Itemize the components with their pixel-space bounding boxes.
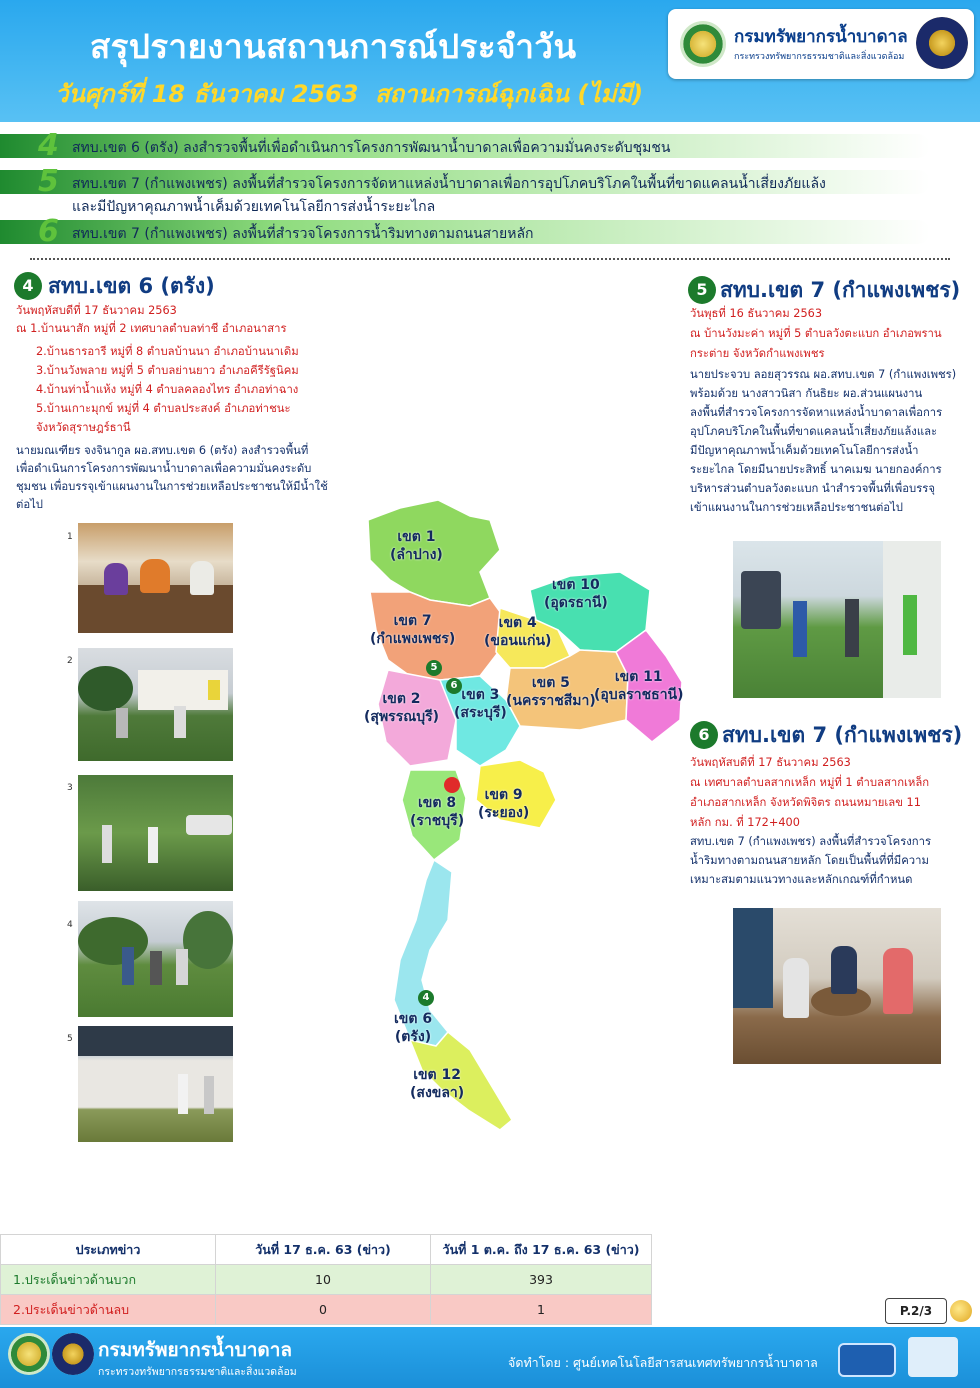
zone-label: เขต 7 (กำแพงเพชร)	[370, 613, 456, 647]
section5-body: มีปัญหาคุณภาพน้ำเค็มด้วยเทคโนโลยีการส่งน้ำ	[690, 444, 919, 457]
section4-location: 3.บ้านวังพลาย หมู่ที่ 5 ตำบลย่านยาว อำเภอคีรีรัฐนิคม	[36, 364, 299, 377]
header-banner	[0, 0, 980, 122]
section4-location: จังหวัดสุราษฎร์ธานี	[36, 421, 131, 434]
footer-prepared-by: จัดทำโดย : ศูนย์เทคโนโลยีสารสนเทศทรัพยากรน้ำบาดาล	[508, 1355, 818, 1370]
section6-photo	[733, 908, 941, 1064]
section6-title: สทบ.เขต 7 (กำแพงเพชร)	[722, 723, 963, 747]
department-seal-icon	[8, 1333, 50, 1375]
section5-body: นายประจวบ ลอยสุวรรณ ผอ.สทบ.เขต 7 (กำแพงเพชร)	[690, 368, 957, 381]
section6-body: น้ำริมทางตามถนนสายหลัก โดยเป็นพื้นที่ที่มีความ	[690, 854, 929, 867]
section4-photo-4	[78, 901, 233, 1017]
section4-photo-3	[78, 775, 233, 891]
section6-location: ณ เทศบาลตำบลสากเหล็ก หมู่ที่ 1 ตำบลสากเหล็ก	[690, 776, 930, 789]
section4-location: 2.บ้านธารอารี หมู่ที่ 8 ตำบลบ้านนา อำเภอบ้านนาเดิม	[36, 345, 299, 358]
summary-text: สทบ.เขต 7 (กำแพงเพชร) ลงพื้นที่สำรวจโครงการจัดหาแหล่งน้ำบาดาลเพื่อการอุปโภคบริโภคในพื้นที่ขาดแคลนน้ำเสี่ยงภัยแล้ง	[72, 176, 826, 192]
section6-body: สทบ.เขต 7 (กำแพงเพชร) ลงพื้นที่สำรวจโครงการ	[690, 835, 932, 848]
ministry-seal-icon	[916, 17, 968, 69]
photo-number: 1	[67, 532, 73, 542]
footer-ministry-name: กระทรวงทรัพยากรธรรมชาติและสิ่งแวดล้อม	[98, 1366, 297, 1378]
section6-location: หลัก กม. ที่ 172+400	[690, 816, 800, 829]
ministry-name: กระทรวงทรัพยากรธรรมชาติและสิ่งแวดล้อม	[734, 52, 905, 62]
section5-title: สทบ.เขต 7 (กำแพงเพชร)	[720, 278, 961, 302]
department-seal-icon	[680, 21, 726, 67]
summary-number: 6	[38, 214, 59, 249]
photo-number: 4	[67, 920, 73, 930]
drilling-truck-icon	[838, 1343, 896, 1377]
section4-photo-2	[78, 648, 233, 761]
section5-body: อุปโภคบริโภคในพื้นที่ขาดแคลนน้ำเสี่ยงภัยแล้งและ	[690, 425, 938, 438]
footer-banner	[0, 1327, 980, 1388]
zone-label: เขต 8 (ราชบุรี)	[410, 795, 465, 829]
section6-body: เหมาะสมตามแนวทางและหลักเกณฑ์ที่กำหนด	[690, 873, 913, 886]
summary-item	[0, 164, 930, 215]
column-header: วันที่ 1 ต.ค. ถึง 17 ธ.ค. 63 (ข่าว)	[431, 1235, 652, 1265]
zone-label: เขต 6 (ตรัง)	[394, 1011, 433, 1045]
photo-number: 5	[67, 1034, 73, 1044]
department-logo-box	[668, 9, 974, 79]
section4-location: 5.บ้านเกาะมุกข์ หมู่ที่ 4 ตำบลประสงค์ อำเภอท่าชนะ	[36, 402, 291, 415]
column-header: ประเภทข่าว	[1, 1235, 216, 1265]
zone-label: เขต 5 (นครราชสีมา)	[506, 675, 596, 709]
section6-location: อำเภอสากเหล็ก จังหวัดพิจิตร ถนนหมายเลข 11	[690, 796, 921, 809]
section5-date: วันพุธที่ 16 ธันวาคม 2563	[690, 307, 823, 320]
summary-text: สทบ.เขต 7 (กำแพงเพชร) ลงพื้นที่สำรวจโครงการน้ำริมทางตามถนนสายหลัก	[72, 226, 534, 242]
thailand-map	[330, 480, 710, 1180]
section5-badge: 5	[688, 276, 716, 304]
section5-location: กระต่าย จังหวัดกำแพงเพชร	[690, 347, 825, 360]
map-marker-5: 5	[426, 660, 442, 676]
map-marker-4: 4	[418, 990, 434, 1006]
summary-number: 4	[38, 128, 59, 163]
section5-body: ลงพื้นที่สำรวจโครงการจัดหาแหล่งน้ำบาดาลเพื่อการ	[690, 406, 943, 419]
news-count-today: 10	[216, 1265, 431, 1295]
section5-body: เข้าแผนงานในการช่วยเหลือประชาชนต่อไป	[690, 501, 903, 514]
section6-badge: 6	[690, 721, 718, 749]
bangkok-marker	[444, 777, 460, 793]
photo-number: 2	[67, 656, 73, 666]
zone-label: เขต 2 (สุพรรณบุรี)	[364, 691, 440, 725]
section4-body: เพื่อดำเนินการโครงการพัฒนาน้ำบาดาลเพื่อความมั่นคงระดับ	[16, 462, 312, 475]
section5-photo	[733, 541, 941, 698]
section4-photo-5	[78, 1026, 233, 1142]
zone-label: เขต 10 (อุดรธานี)	[544, 577, 608, 611]
news-count-today: 0	[216, 1295, 431, 1325]
table-row	[1, 1265, 652, 1295]
summary-item	[0, 214, 930, 249]
news-stats-table	[0, 1234, 652, 1325]
column-header: วันที่ 17 ธ.ค. 63 (ข่าว)	[216, 1235, 431, 1265]
section4-title: สทบ.เขต 6 (ตรัง)	[48, 274, 215, 298]
summary-text: สทบ.เขต 6 (ตรัง) ลงสำรวจพื้นที่เพื่อดำเนินการโครงการพัฒนาน้ำบาดาลเพื่อความมั่นคงระดับชุมชน	[72, 140, 671, 156]
section6-date: วันพฤหัสบดีที่ 17 ธันวาคม 2563	[690, 756, 851, 769]
section4-body: ต่อไป	[16, 498, 43, 511]
summary-number: 5	[38, 164, 59, 199]
section4-body: ชุมชน เพื่อบรรจุเข้าแผนงานในการช่วยเหลือประชาชนให้มีน้ำใช้	[16, 480, 328, 493]
water-tower-icon	[950, 1300, 972, 1322]
summary-item	[0, 128, 930, 163]
section4-photo-1	[78, 523, 233, 633]
section5-body: ระยะไกล โดยมีนายประสิทธิ์ นาคเมฆ นายกองค์การ	[690, 463, 942, 476]
table-row	[1, 1295, 652, 1325]
zone-label: เขต 3 (สระบุรี)	[454, 687, 507, 721]
section4-date: วันพฤหัสบดีที่ 17 ธันวาคม 2563	[16, 304, 177, 317]
water-station-icon	[908, 1337, 958, 1377]
zone-label: เขต 12 (สงขลา)	[410, 1067, 465, 1101]
map-svg	[330, 480, 710, 1180]
summary-text-continued: และมีปัญหาคุณภาพน้ำเค็มด้วยเทคโนโลยีการส่งน้ำระยะไกล	[72, 199, 436, 215]
zone-label: เขต 11 (อุบลราชธานี)	[594, 669, 684, 703]
photo-number: 3	[67, 783, 73, 793]
section5-body: พร้อมด้วย นางสาวนิสา กันธิยะ ผอ.ส่วนแผนงาน	[690, 387, 923, 400]
section5-body: บริหารส่วนตำบลวังตะแบก นำสำรวจพื้นที่เพื่อบรรจุ	[690, 482, 935, 495]
map-marker-6: 6	[446, 678, 462, 694]
section4-badge: 4	[14, 272, 42, 300]
department-name: กรมทรัพยากรน้ำบาดาล	[734, 27, 908, 47]
page-number: P.2/3	[885, 1298, 947, 1324]
section5-location: ณ บ้านวังมะค่า หมู่ที่ 5 ตำบลวังตะแบก อำเภอพราน	[690, 327, 942, 340]
divider	[30, 258, 950, 260]
zone-label: เขต 4 (ขอนแก่น)	[484, 615, 552, 649]
emergency-status: สถานการณ์ฉุกเฉิน (ไม่มี)	[375, 80, 644, 108]
table-header-row	[1, 1235, 652, 1265]
zone-label: เขต 1 (ลำปาง)	[390, 529, 443, 563]
zone-label: เขต 9 (ระยอง)	[478, 787, 530, 821]
news-count-total: 393	[431, 1265, 652, 1295]
section4-location: ณ 1.บ้านนาสัก หมู่ที่ 2 เทศบาลตำบลท่าชี อำเภอนาสาร	[16, 322, 287, 335]
footer-department-name: กรมทรัพยากรน้ำบาดาล	[98, 1339, 293, 1361]
ministry-seal-icon	[52, 1333, 94, 1375]
report-date: วันศุกร์ที่ 18 ธันวาคม 2563	[55, 80, 359, 108]
report-title: สรุปรายงานสถานการณ์ประจำวัน	[90, 27, 577, 66]
news-category: 1.ประเด็นข่าวด้านบวก	[1, 1265, 216, 1295]
news-category: 2.ประเด็นข่าวด้านลบ	[1, 1295, 216, 1325]
news-count-total: 1	[431, 1295, 652, 1325]
section4-body: นายมณเฑียร จงจินากูล ผอ.สทบ.เขต 6 (ตรัง) ลงสำรวจพื้นที่	[16, 444, 309, 457]
section4-location: 4.บ้านท่าน้ำแห้ง หมู่ที่ 4 ตำบลคลองไทร อำเภอท่าฉาง	[36, 383, 299, 396]
